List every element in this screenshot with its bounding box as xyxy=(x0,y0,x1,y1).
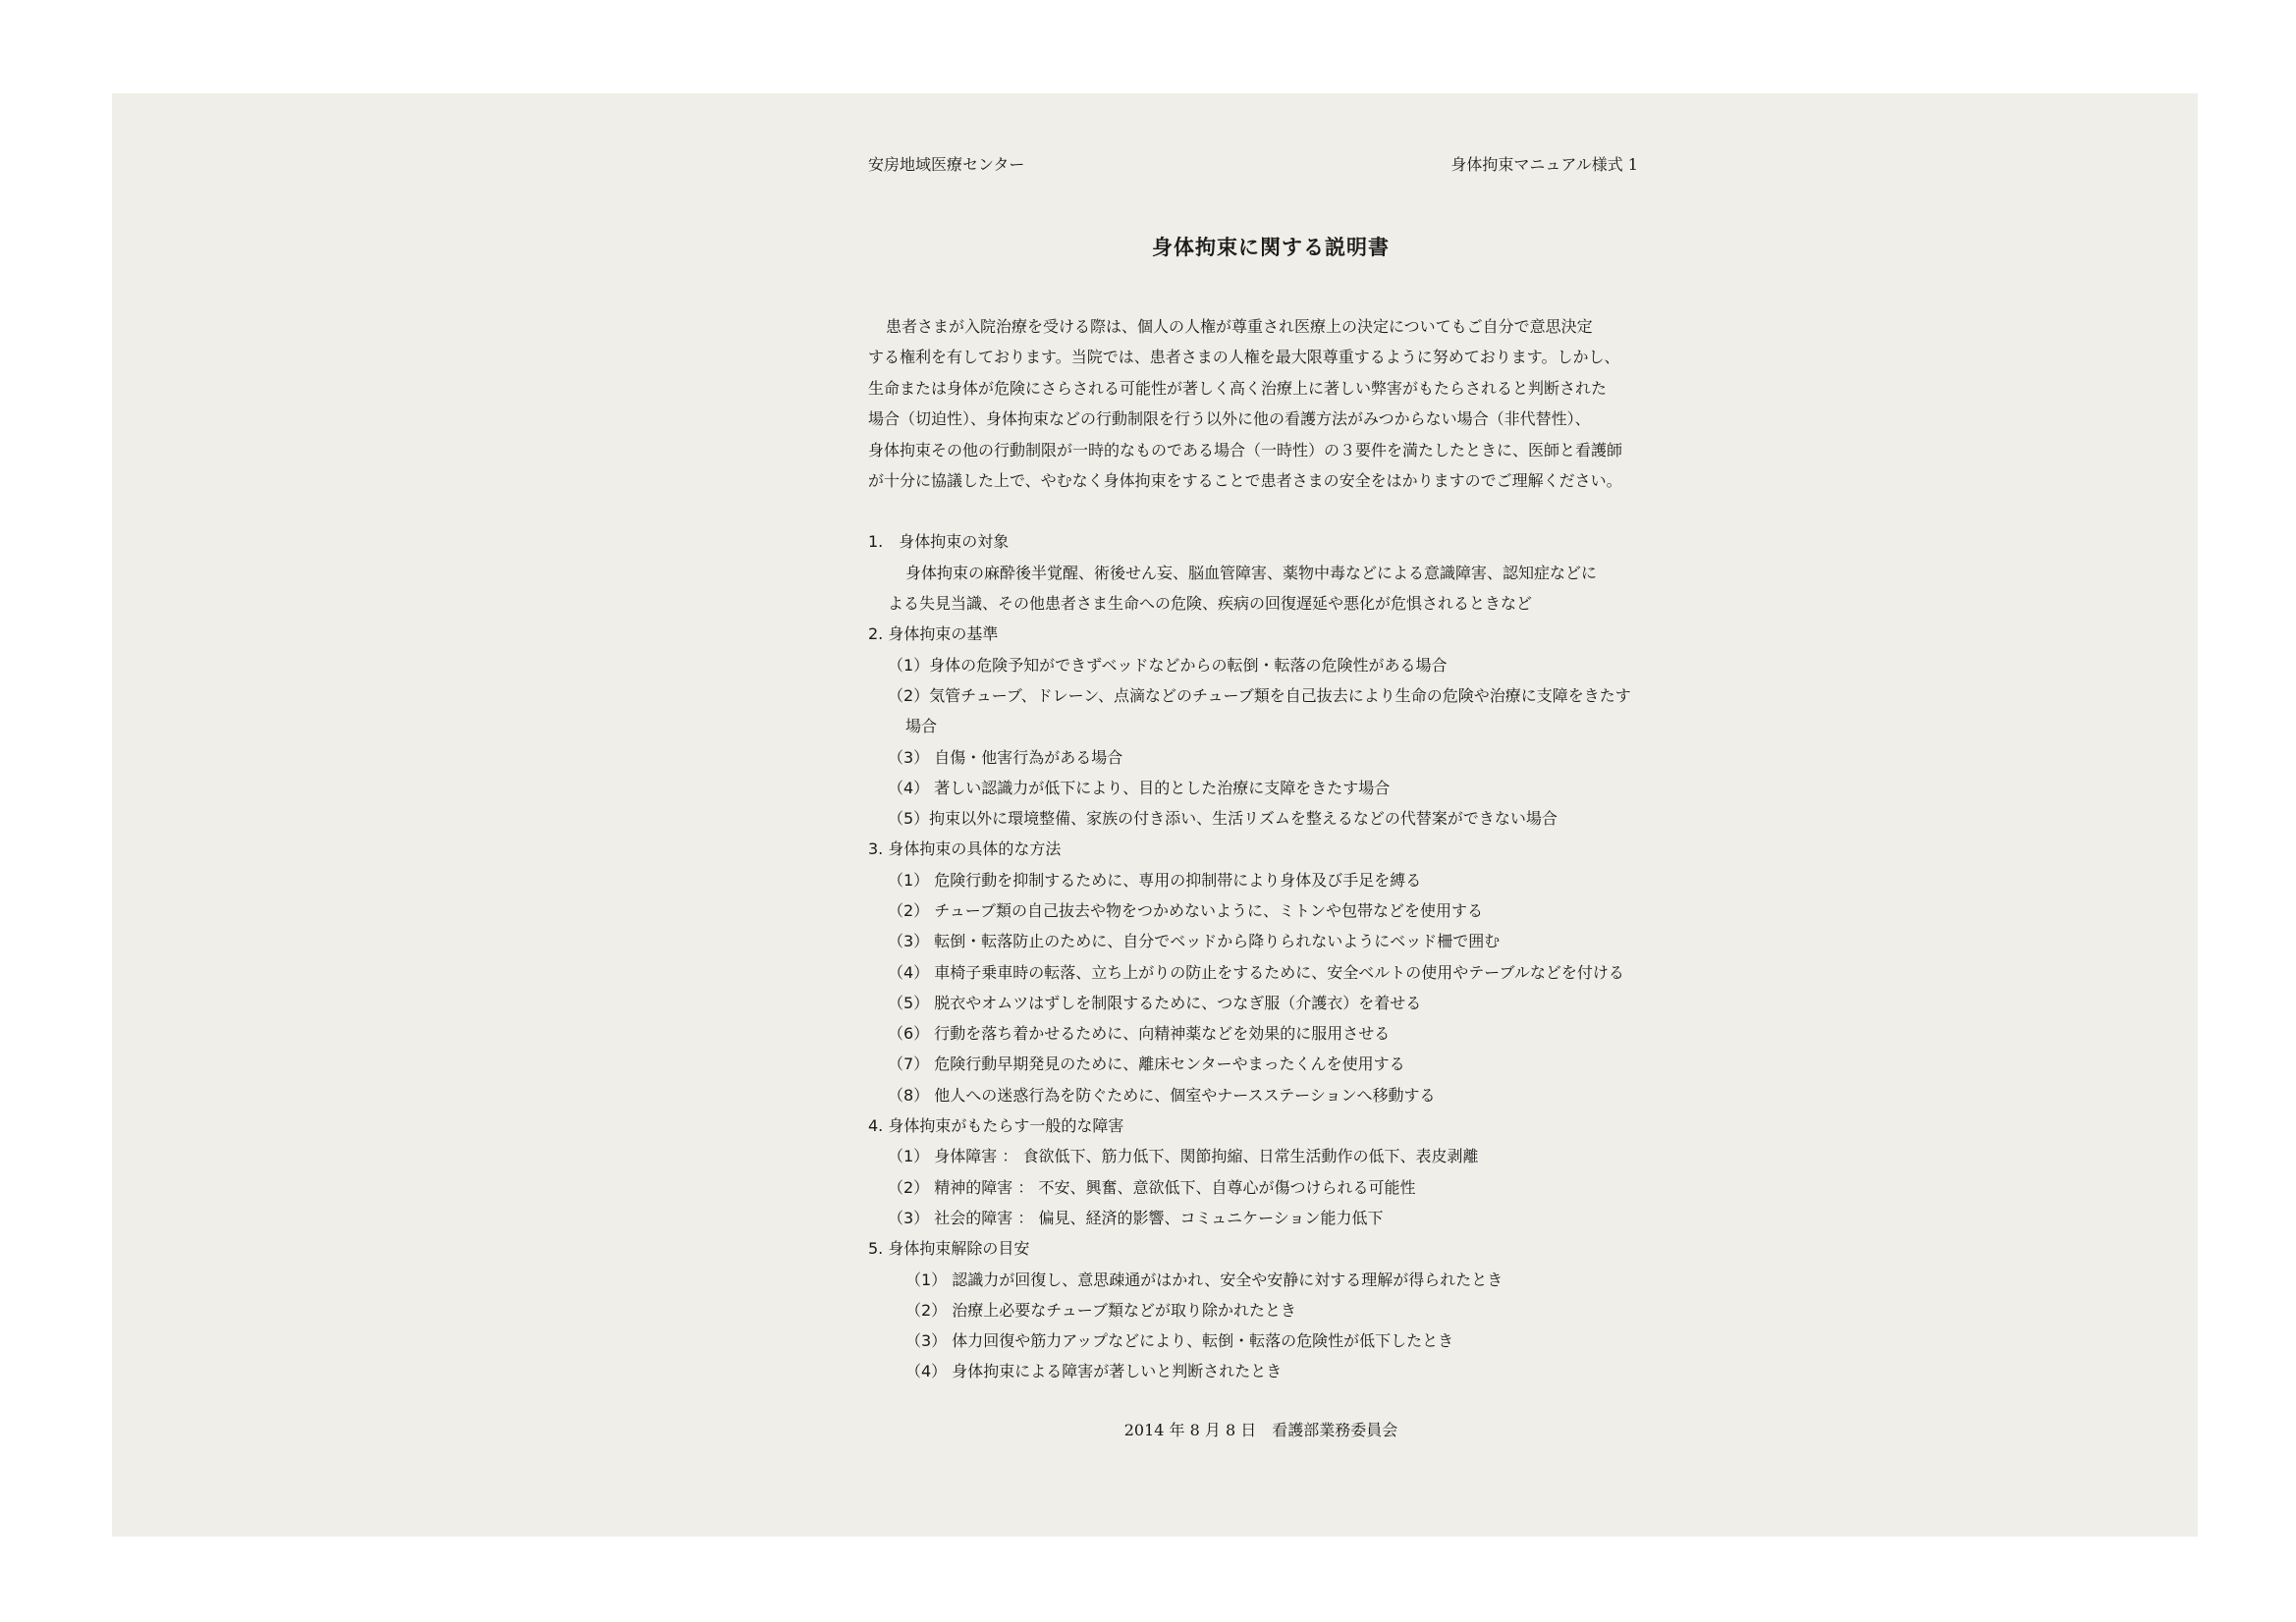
list-item: （4） 著しい認識力が低下により、目的とした治療に支障をきたす場合 xyxy=(888,778,1391,797)
document-page xyxy=(112,93,2198,1537)
section-heading: 5. 身体拘束解除の目安 xyxy=(868,1239,1030,1259)
list-item: （3） 体力回復や筋力アップなどにより、転倒・転落の危険性が低下したとき xyxy=(905,1331,1454,1351)
section-heading: 2. 身体拘束の基準 xyxy=(868,624,999,644)
document-title: 身体拘束に関する説明書 xyxy=(1152,236,1390,259)
list-item-continuation: 場合 xyxy=(905,717,938,736)
list-item: （2） 精神的障害 ： 不安、興奮、意欲低下、自尊心が傷つけられる可能性 xyxy=(888,1177,1416,1197)
sections xyxy=(868,526,1673,1386)
list-item: （2） 治療上必要なチューブ類などが取り除かれたとき xyxy=(905,1300,1296,1320)
section-heading: 3. 身体拘束の具体的な方法 xyxy=(868,839,1062,859)
document-content xyxy=(868,152,1673,1440)
intro-line: する権利を有しております。当院では、患者さまの人権を最大限尊重するように努めております。しかし、 xyxy=(868,348,1620,367)
list-item: （7） 危険行動早期発見のために、離床センターやまったくんを使用する xyxy=(888,1054,1405,1074)
list-item: （2）気管チューブ、ドレーン、点滴などのチューブ類を自己抜去により生命の危険や治療に支障をきたす xyxy=(888,685,1631,705)
list-item: （5） 脱衣やオムツはずしを制限するために、つなぎ服（介護衣）を着せる xyxy=(888,993,1422,1012)
section-text: よる失見当識、その他患者さま生命への危険、疾病の回復遅延や悪化が危惧されるときなど xyxy=(888,594,1533,614)
intro-line: 生命または身体が危険にさらされる可能性が著しく高く治療上に著しい弊害がもたらされると判断された xyxy=(868,378,1608,398)
list-item: （6） 行動を落ち着かせるために、向精神薬などを効果的に服用させる xyxy=(888,1024,1391,1044)
list-item: （2） チューブ類の自己抜去や物をつかめないように、ミトンや包帯などを使用する xyxy=(888,901,1483,920)
form-number: 身体拘束マニュアル様式 1 xyxy=(1450,155,1638,174)
list-item: （3） 社会的障害 ： 偏見、経済的影響、コミュニケーション能力低下 xyxy=(888,1208,1384,1227)
list-item: （4） 身体拘束による障害が著しいと判断されたとき xyxy=(905,1362,1283,1381)
section-text: 身体拘束の麻酔後半覚醒、術後せん妄、脳血管障害、薬物中毒などによる意識障害、認知症などに xyxy=(905,563,1598,582)
list-item: （1） 認識力が回復し、意思疎通がはかれ、安全や安静に対する理解が得られたとき xyxy=(905,1270,1503,1289)
list-item: （3） 転倒・転落防止のために、自分でベッドから降りられないようにベッド柵で囲む xyxy=(888,932,1501,951)
list-item: （8） 他人への迷惑行為を防ぐために、個室やナースステーションへ移動する xyxy=(888,1085,1436,1105)
document-header xyxy=(868,152,1673,182)
list-item: （1） 身体障害 ： 食欲低下、筋力低下、関節拘縮、日常生活動作の低下、表皮剥離 xyxy=(888,1147,1479,1166)
intro-line: が十分に協議した上で、やむなく身体拘束をすることで患者さまの安全をはかりますのでご理解ください。 xyxy=(868,471,1622,491)
document-footer: 2014 年 8 月 8 日 看護部業務委員会 xyxy=(1123,1420,1398,1439)
list-item: （3） 自傷・他害行為がある場合 xyxy=(888,747,1123,767)
list-item: （1） 危険行動を抑制するために、専用の抑制帯により身体及び手足を縛る xyxy=(888,870,1422,890)
section-heading: 1. 身体拘束の対象 xyxy=(868,532,1010,552)
intro-line: 患者さまが入院治療を受ける際は、個人の人権が尊重され医療上の決定についてもご自分で意思決定 xyxy=(886,317,1593,336)
organization-name: 安房地域医療センター xyxy=(868,155,1025,174)
intro-line: 場合（切迫性）、身体拘束などの行動制限を行う以外に他の看護方法がみつからない場合（非代替性）、 xyxy=(868,409,1591,429)
intro-line: 身体拘束その他の行動制限が一時的なものである場合（一時性）の３要件を満たしたときに、医師と看護師 xyxy=(868,440,1623,460)
section-heading: 4. 身体拘束がもたらす一般的な障害 xyxy=(868,1116,1124,1136)
list-item: （4） 車椅子乗車時の転落、立ち上がりの防止をするために、安全ベルトの使用やテーブルなどを付ける xyxy=(888,962,1624,982)
list-item: （1）身体の危険予知ができずベッドなどからの転倒・転落の危険性がある場合 xyxy=(888,655,1448,675)
intro-paragraph xyxy=(868,311,1673,496)
list-item: （5）拘束以外に環境整備、家族の付き添い、生活リズムを整えるなどの代替案ができない場合 xyxy=(888,809,1558,829)
